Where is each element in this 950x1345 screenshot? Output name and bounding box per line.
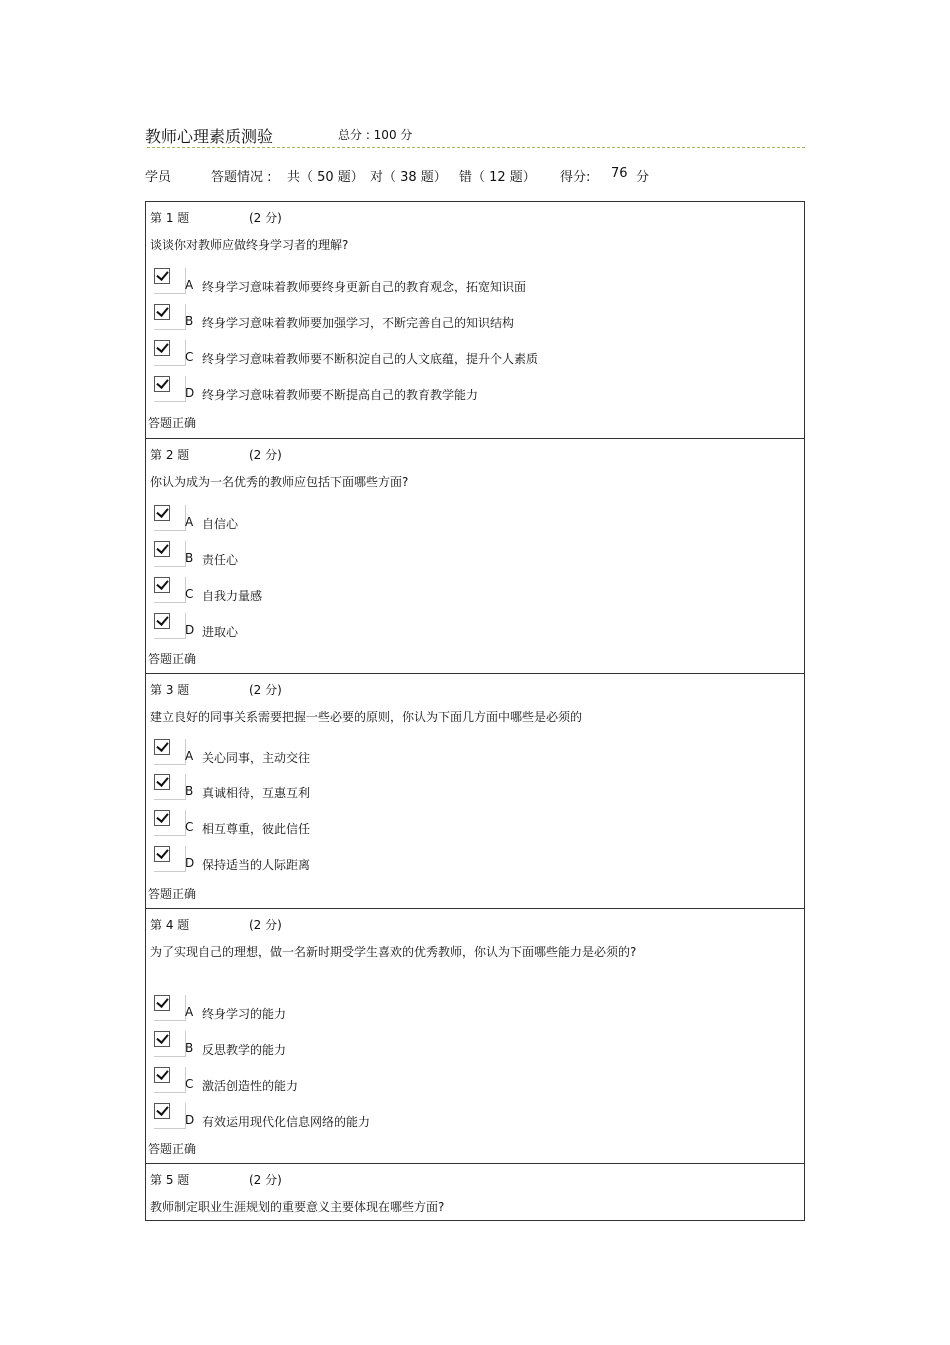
question-text: 你认为成为一名优秀的教师应包括下面哪些方面? [150,475,409,489]
checkbox-checked-icon[interactable] [154,304,170,320]
checkbox-checked-icon[interactable] [154,1031,170,1047]
question-text: 谈谈你对教师应做终身学习者的理解? [150,238,349,252]
option-a[interactable] [154,505,714,531]
total-score: 总分 : 100 分 [338,128,413,142]
option-letter: C [185,587,194,601]
option-text: 终身学习意味着教师要不断提高自己的教育教学能力 [202,388,479,402]
option-letter: C [185,820,194,834]
question-list [145,201,805,1221]
option-text: 反思教学的能力 [202,1043,287,1057]
option-letter: A [185,515,194,529]
checkbox-checked-icon[interactable] [154,541,170,557]
option-letter: C [185,1077,194,1091]
option-letter: A [185,749,194,763]
option-letter: A [185,278,194,292]
option-d[interactable] [154,613,714,639]
checkbox-checked-icon[interactable] [154,739,170,755]
option-text: 真诚相待，互惠互利 [202,786,311,800]
checkbox-checked-icon[interactable] [154,340,170,356]
question-points: (2 分) [249,683,282,697]
option-letter: D [185,856,195,870]
option-text: 激活创造性的能力 [202,1079,299,1093]
option-letter: B [185,784,194,798]
question-text: 教师制定职业生涯规划的重要意义主要体现在哪些方面? [150,1200,445,1214]
score-label: 得分: [560,170,591,185]
option-text: 责任心 [202,553,239,567]
option-text: 自我力量感 [202,589,263,603]
option-a[interactable] [154,268,714,294]
checkbox-checked-icon[interactable] [154,505,170,521]
question-points: (2 分) [249,448,282,462]
question-points: (2 分) [249,918,282,932]
option-b[interactable] [154,304,714,330]
option-text: 终身学习的能力 [202,1007,287,1021]
option-letter: A [185,1005,194,1019]
header-divider [147,147,805,148]
page-title: 教师心理素质测验 [145,127,274,146]
score-value: 76 [611,166,628,181]
checkbox-checked-icon[interactable] [154,376,170,392]
checkbox-checked-icon[interactable] [154,268,170,284]
question-header [150,681,282,698]
answer-result: 答题正确 [148,887,197,901]
option-text: 关心同事，主动交往 [202,751,311,765]
option-letter: C [185,350,194,364]
answer-result: 答题正确 [148,652,197,666]
question-block [146,909,804,1164]
option-c[interactable] [154,810,714,836]
question-points: (2 分) [249,1173,282,1187]
checkbox-checked-icon[interactable] [154,1067,170,1083]
question-header [150,209,282,226]
question-number: 第 2 题 [150,448,190,462]
option-a[interactable] [154,739,714,765]
question-points: (2 分) [249,211,282,225]
answer-result: 答题正确 [148,1142,197,1156]
total-count: 共（ 50 题） [287,170,364,185]
option-a[interactable] [154,995,714,1021]
option-d[interactable] [154,376,714,402]
checkbox-checked-icon[interactable] [154,1103,170,1119]
checkbox-checked-icon[interactable] [154,613,170,629]
checkbox-checked-icon[interactable] [154,577,170,593]
option-letter: B [185,1041,194,1055]
option-text: 自信心 [202,517,239,531]
option-text: 相互尊重，彼此信任 [202,822,311,836]
checkbox-checked-icon[interactable] [154,846,170,862]
correct-count: 对（ 38 题） [370,170,447,185]
option-letter: B [185,314,194,328]
answer-result: 答题正确 [148,416,197,430]
question-number: 第 4 题 [150,918,190,932]
option-text: 终身学习意味着教师要不断积淀自己的人文底蕴，提升个人素质 [202,352,539,366]
checkbox-checked-icon[interactable] [154,810,170,826]
option-text: 进取心 [202,625,239,639]
question-number: 第 1 题 [150,211,190,225]
question-text: 为了实现自己的理想，做一名新时期受学生喜欢的优秀教师，你认为下面哪些能力是必须的? [150,945,637,959]
option-c[interactable] [154,340,714,366]
option-b[interactable] [154,541,714,567]
status-label: 答题情况 : [211,170,272,185]
question-block [146,439,804,674]
option-c[interactable] [154,577,714,603]
option-text: 终身学习意味着教师要终身更新自己的教育观念，拓宽知识面 [202,280,527,294]
score-unit: 分 [636,170,650,185]
option-d[interactable] [154,846,714,872]
question-header [150,446,282,463]
checkbox-checked-icon[interactable] [154,774,170,790]
option-text: 终身学习意味着教师要加强学习，不断完善自己的知识结构 [202,316,515,330]
option-letter: D [185,623,195,637]
option-letter: D [185,386,195,400]
question-text: 建立良好的同事关系需要把握一些必要的原则，你认为下面几方面中哪些是必须的 [150,710,583,724]
student-label: 学员 [145,170,172,185]
option-letter: D [185,1113,195,1127]
option-text: 有效运用现代化信息网络的能力 [202,1115,371,1129]
option-d[interactable] [154,1103,714,1129]
option-letter: B [185,551,194,565]
question-block [146,202,804,439]
question-header [150,916,282,933]
question-number: 第 3 题 [150,683,190,697]
option-c[interactable] [154,1067,714,1093]
option-b[interactable] [154,774,714,800]
option-text: 保持适当的人际距离 [202,858,311,872]
question-header [150,1171,282,1188]
question-block [146,1164,804,1221]
wrong-count: 错（ 12 题） [459,170,536,185]
question-block [146,674,804,909]
checkbox-checked-icon[interactable] [154,995,170,1011]
question-number: 第 5 题 [150,1173,190,1187]
option-b[interactable] [154,1031,714,1057]
